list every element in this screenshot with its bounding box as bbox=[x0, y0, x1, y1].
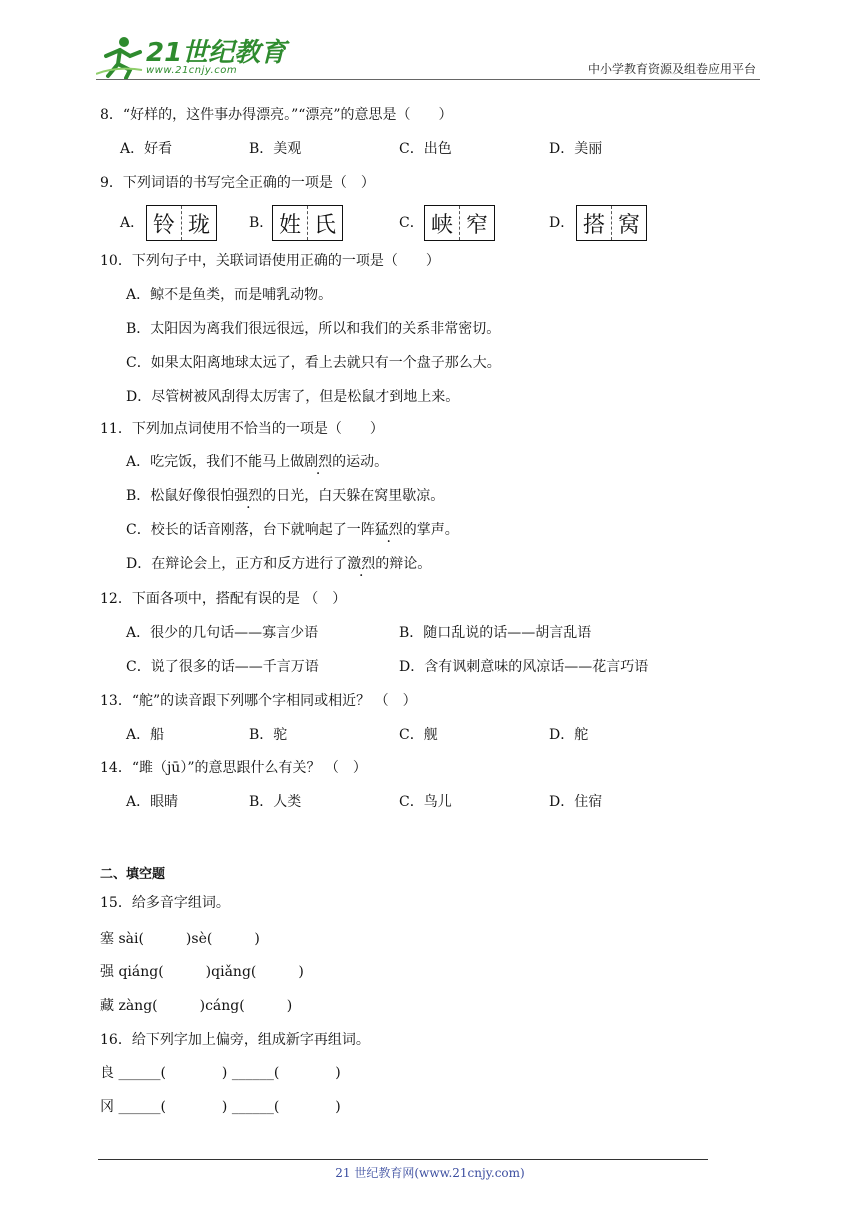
q10-option-c: C．如果太阳离地球太远了，看上去就只有一个盘子那么大。 bbox=[126, 355, 501, 371]
q10-option-b: B．太阳因为离我们很远很远，所以和我们的关系非常密切。 bbox=[126, 321, 501, 337]
question-13-stem: 13．“舵”的读音跟下列哪个字相同或相近？ （ ） bbox=[100, 693, 417, 709]
option-text: 的辩论。 bbox=[375, 556, 432, 572]
q13-option-b: B．驼 bbox=[249, 727, 288, 743]
q13-option-c: C．舰 bbox=[399, 727, 438, 743]
grid-char: 峡 bbox=[430, 212, 453, 238]
q11-option-d bbox=[126, 554, 431, 574]
grid-char: 搭 bbox=[582, 212, 605, 238]
q10-option-a: A．鲸不是鱼类，而是哺乳动物。 bbox=[126, 287, 333, 303]
option-text: 的运动。 bbox=[332, 454, 389, 470]
grid-char: 珑 bbox=[181, 206, 216, 240]
q9-option-c-grid bbox=[424, 205, 495, 241]
question-14-stem: 14．“雎（jū）”的意思跟什么有关？ （ ） bbox=[100, 760, 367, 776]
q12-option-c: C．说了很多的话——千言万语 bbox=[126, 659, 319, 675]
q9-option-a-grid bbox=[146, 205, 217, 241]
q11-option-c bbox=[126, 520, 459, 540]
q9-option-c-label: C． bbox=[399, 215, 424, 231]
logo-text: 21世纪教育 bbox=[146, 38, 287, 68]
grid-char: 窄 bbox=[459, 206, 494, 240]
header-divider bbox=[96, 79, 760, 80]
option-text: B．松鼠好像很怕 bbox=[126, 488, 235, 504]
footer-text: 21 世纪教育网(www.21cnjy.com) bbox=[335, 1166, 525, 1180]
dotted-word: 剧烈 bbox=[304, 454, 333, 470]
q14-option-b: B．人类 bbox=[249, 794, 302, 810]
option-text: 的掌声。 bbox=[402, 522, 459, 538]
grid-char: 窝 bbox=[611, 206, 646, 240]
q8-option-d: D．美丽 bbox=[549, 141, 603, 157]
q15-line-1: 塞 sài( )sè( ) bbox=[100, 931, 260, 947]
q12-option-a: A．很少的几句话——寡言少语 bbox=[126, 625, 319, 641]
q13-option-d: D．舵 bbox=[549, 727, 589, 743]
question-8-stem: 8．“好样的，这件事办得漂亮。”“漂亮”的意思是（ ） bbox=[100, 107, 453, 123]
option-text: 的日光，白天躲在窝里歇凉。 bbox=[262, 488, 445, 504]
question-10-stem: 10．下列句子中，关联词语使用正确的一项是（ ） bbox=[100, 253, 440, 269]
q16-line-1: 良 ______( ) ______( ) bbox=[100, 1065, 341, 1081]
grid-char: 姓 bbox=[278, 212, 301, 238]
q9-option-b-grid bbox=[272, 205, 343, 241]
q8-option-b: B．美观 bbox=[249, 141, 302, 157]
grid-char: 氏 bbox=[307, 206, 342, 240]
q11-option-a bbox=[126, 452, 388, 472]
q8-option-c: C．出色 bbox=[399, 141, 452, 157]
footer-divider bbox=[98, 1159, 708, 1160]
q8-option-a: A．好看 bbox=[120, 141, 173, 157]
q15-line-3: 藏 zàng( )cáng( ) bbox=[100, 998, 293, 1014]
q9-option-a-label: A． bbox=[120, 215, 145, 231]
q16-line-2: 冈 ______( ) ______( ) bbox=[100, 1099, 341, 1115]
dotted-word: 强烈 bbox=[234, 488, 263, 504]
question-9-stem: 9．下列词语的书写完全正确的一项是（ ） bbox=[100, 175, 375, 191]
q15-line-2: 强 qiáng( )qiǎng( ) bbox=[100, 964, 304, 980]
q9-option-b-label: B． bbox=[249, 215, 274, 231]
q9-option-d-grid bbox=[576, 205, 647, 241]
q10-option-d: D．尽管树被风刮得太厉害了，但是松鼠才到地上来。 bbox=[126, 389, 460, 405]
q12-option-d: D．含有讽刺意味的风凉话——花言巧语 bbox=[399, 659, 649, 675]
q11-option-b bbox=[126, 486, 444, 506]
q9-option-d-label: D． bbox=[549, 215, 575, 231]
q13-option-a: A．船 bbox=[126, 727, 165, 743]
grid-char: 铃 bbox=[152, 212, 175, 238]
option-text: A．吃完饭，我们不能马上做 bbox=[126, 454, 305, 470]
option-text: C．校长的话音刚落，台下就响起了一阵 bbox=[126, 522, 375, 538]
question-12-stem: 12．下面各项中，搭配有误的是 （ ） bbox=[100, 591, 347, 607]
q14-option-c: C．鸟儿 bbox=[399, 794, 452, 810]
q14-option-d: D．住宿 bbox=[549, 794, 603, 810]
question-16-stem: 16．给下列字加上偏旁，组成新字再组词。 bbox=[100, 1032, 370, 1048]
section-title-fill-in: 二、填空题 bbox=[100, 867, 166, 882]
question-11-stem: 11．下列加点词使用不恰当的一项是（ ） bbox=[100, 421, 384, 437]
header-platform-title: 中小学教育资源及组卷应用平台 bbox=[587, 62, 756, 76]
q12-option-b: B．随口乱说的话——胡言乱语 bbox=[399, 625, 592, 641]
dotted-word: 猛烈 bbox=[374, 522, 403, 538]
q14-option-a: A．眼睛 bbox=[126, 794, 179, 810]
dotted-word: 激烈 bbox=[347, 556, 376, 572]
question-15-stem: 15．给多音字组词。 bbox=[100, 895, 230, 911]
option-text: D．在辩论会上，正方和反方进行了 bbox=[126, 556, 348, 572]
logo-url: www.21cnjy.com bbox=[146, 65, 238, 76]
